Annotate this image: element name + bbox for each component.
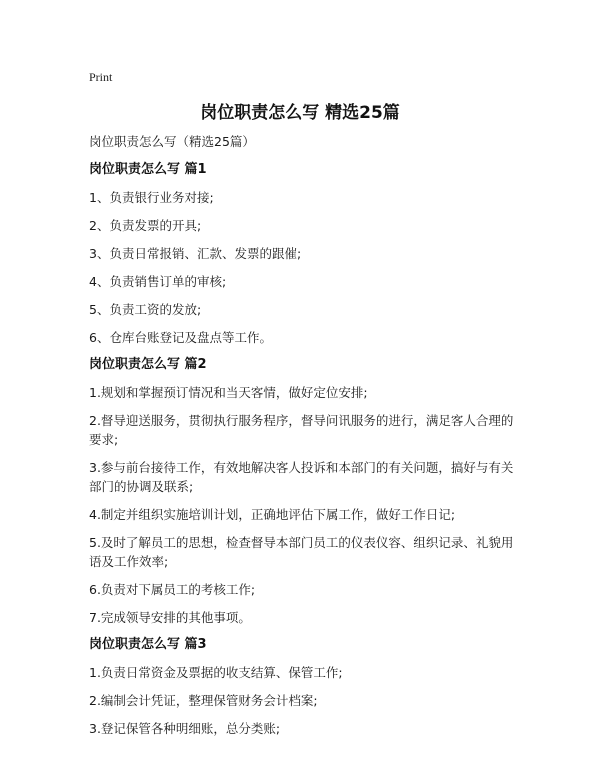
list-item: 1.规划和掌握预订情况和当天客情，做好定位安排; xyxy=(89,385,368,400)
list-item: 2.编制会计凭证，整理保管财务会计档案; xyxy=(89,693,318,708)
section-1 xyxy=(89,161,519,347)
print-label: Print xyxy=(89,70,113,84)
list-item: 6、仓库台账登记及盘点等工作。 xyxy=(89,330,272,345)
section-heading: 岗位职责怎么写 篇3 xyxy=(89,637,207,652)
list-item: 1.负责日常资金及票据的收支结算、保管工作; xyxy=(89,665,343,680)
list-item: 4.制定并组织实施培训计划，正确地评估下属工作，做好工作日记; xyxy=(89,507,456,522)
list-item: 3、负责日常报销、汇款、发票的跟催; xyxy=(89,246,302,261)
list-item: 7.完成领导安排的其他事项。 xyxy=(89,610,251,625)
list-item: 3.登记保管各种明细账，总分类账; xyxy=(89,721,281,736)
section-heading: 岗位职责怎么写 篇2 xyxy=(89,357,207,372)
section-3 xyxy=(89,636,519,738)
document-subtitle: 岗位职责怎么写（精选25篇） xyxy=(89,134,255,149)
list-item: 2.督导迎送服务，贯彻执行服务程序，督导问讯服务的进行，满足客人合理的要求; xyxy=(89,413,514,447)
list-item: 4、负责销售订单的审核; xyxy=(89,274,227,289)
section-heading: 岗位职责怎么写 篇1 xyxy=(89,162,207,177)
document-body xyxy=(89,133,519,747)
list-item: 5、负责工资的发放; xyxy=(89,302,202,317)
list-item: 6.负责对下属员工的考核工作; xyxy=(89,582,256,597)
list-item: 2、负责发票的开具; xyxy=(89,218,202,233)
section-2 xyxy=(89,356,519,627)
list-item: 5.及时了解员工的思想，检查督导本部门员工的仪表仪容、组织记录、礼貌用语及工作效率; xyxy=(89,535,514,569)
document-title: 岗位职责怎么写 精选25篇 xyxy=(200,103,400,123)
list-item: 3.参与前台接待工作，有效地解决客人投诉和本部门的有关问题，搞好与有关部门的协调及联系; xyxy=(89,460,514,494)
list-item: 1、负责银行业务对接; xyxy=(89,190,214,205)
